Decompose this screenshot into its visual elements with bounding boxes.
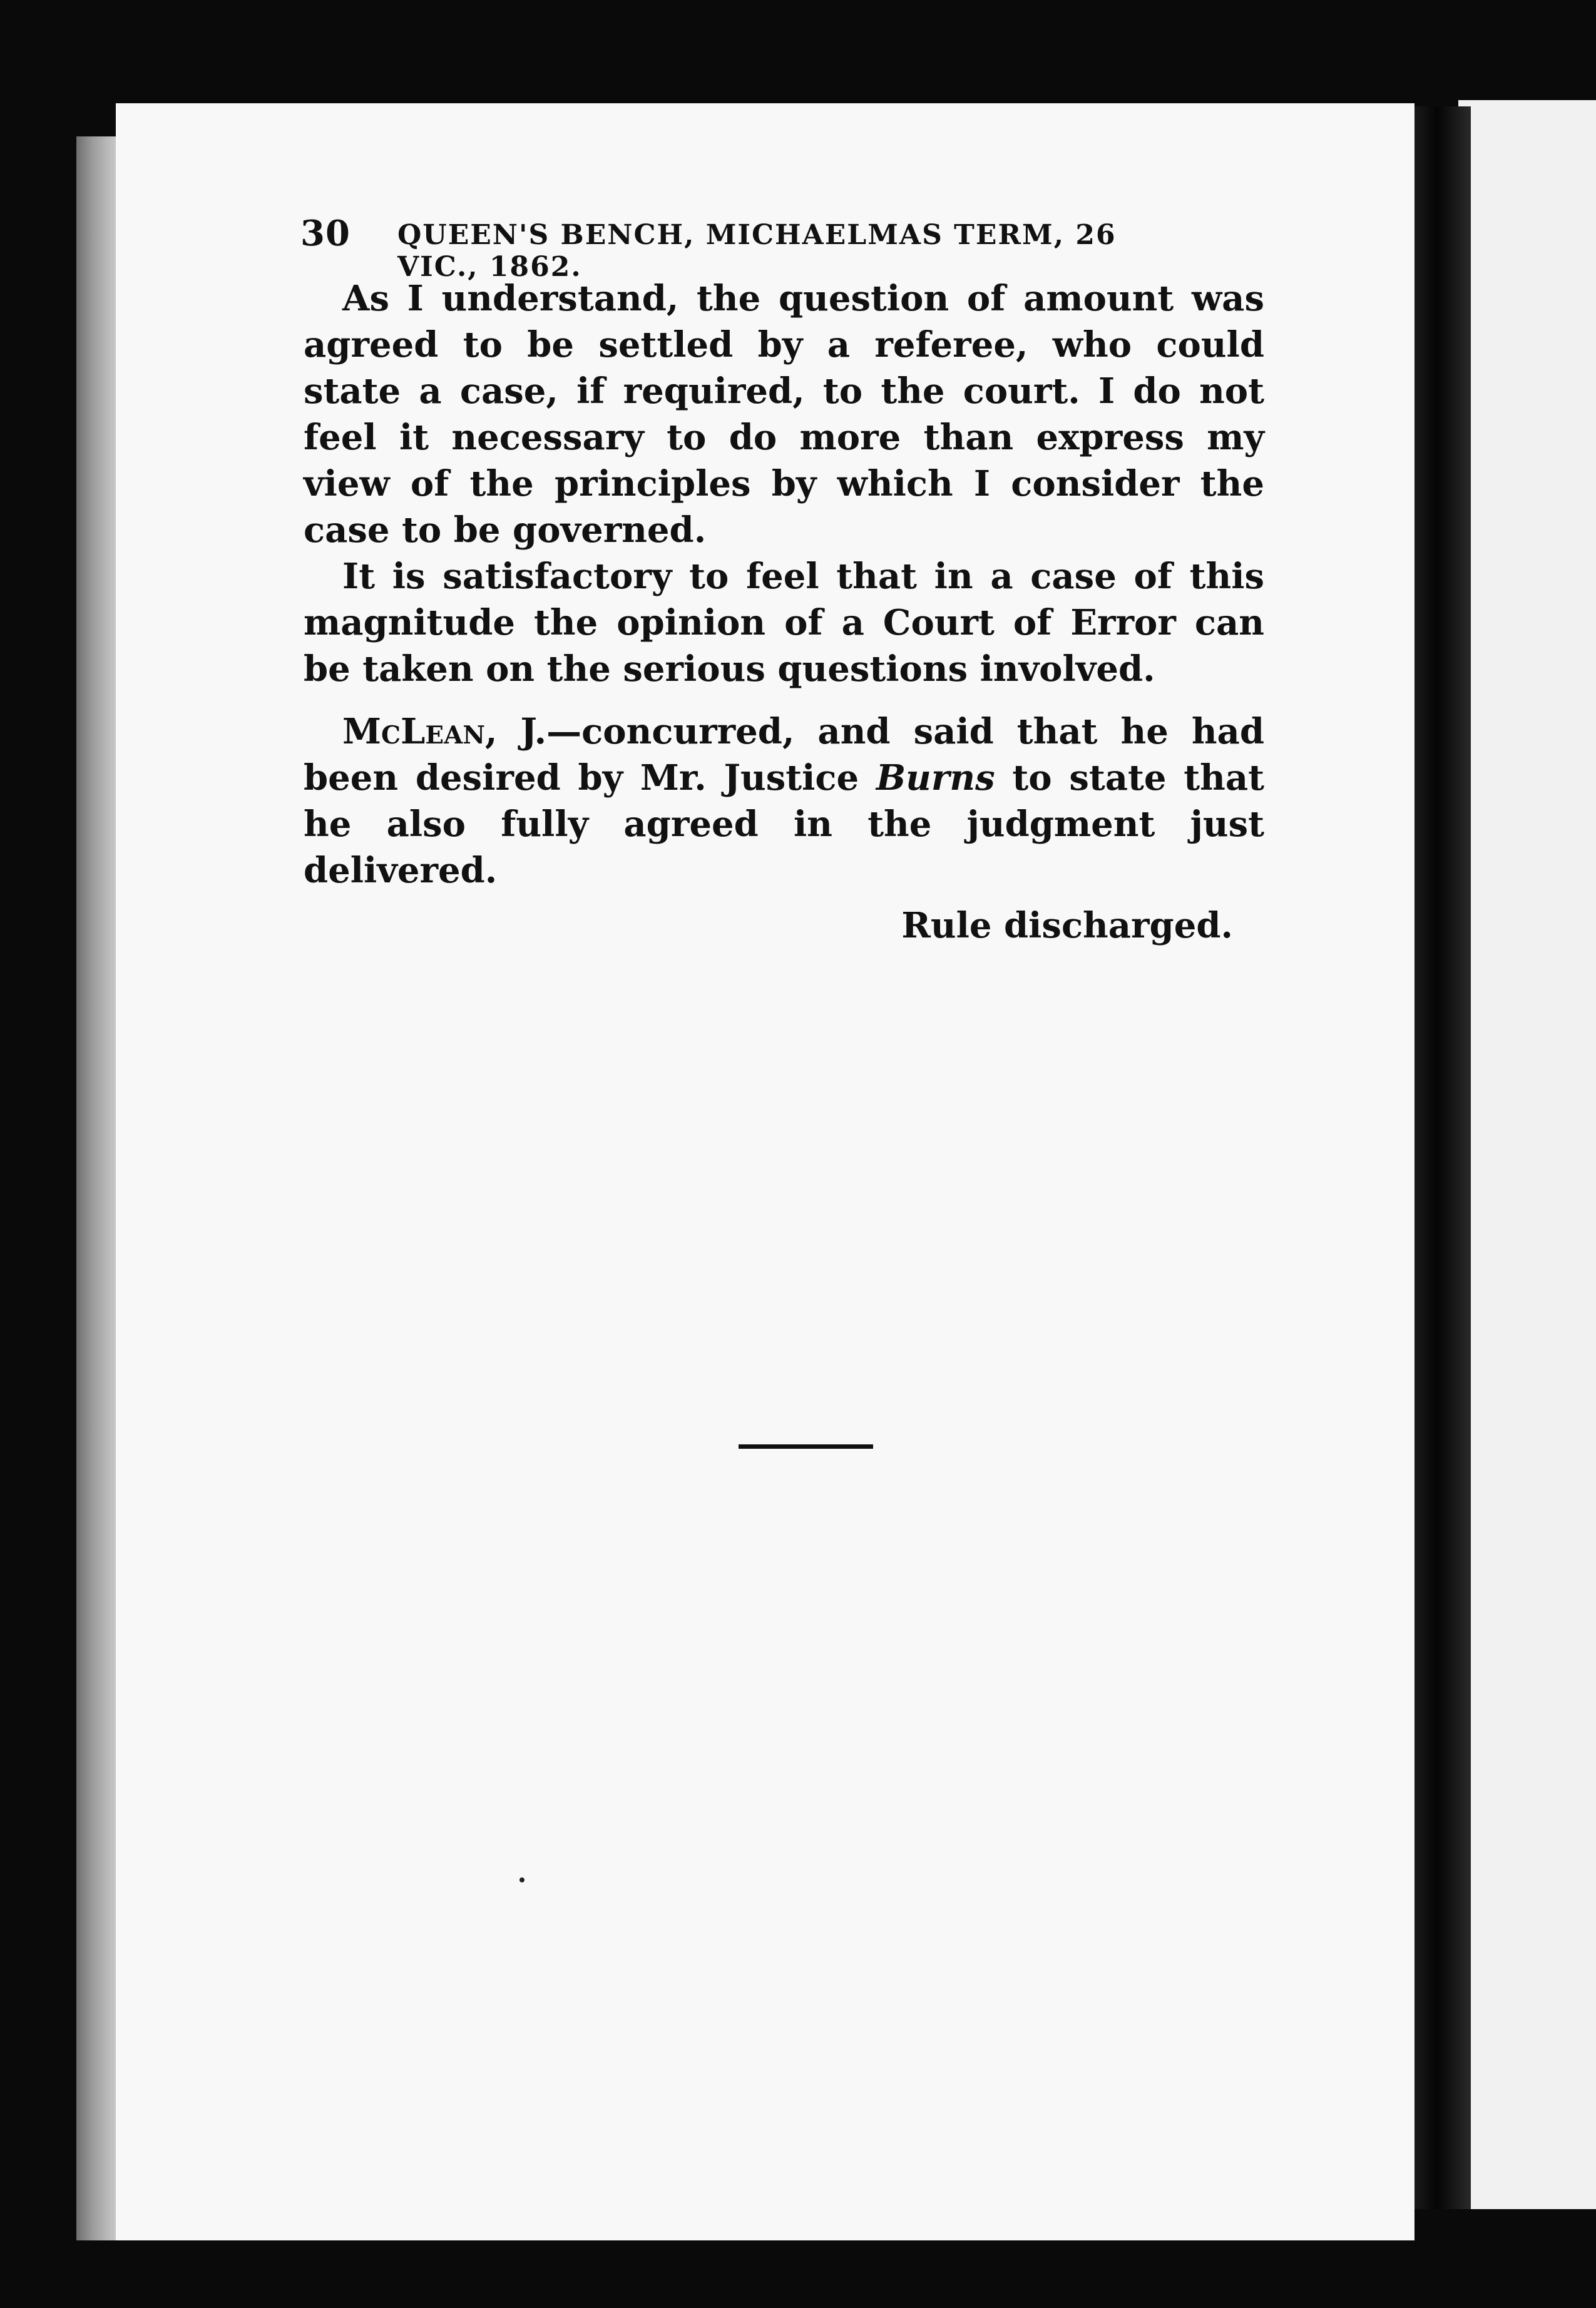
judge-name: McLean — [342, 711, 486, 752]
facing-page-edge — [1458, 100, 1596, 2209]
paragraph-court-of-error: It is satisfactory to feel that in a case of this magnitude the opinion of a Court of Error can be taken on the serious questions involved. — [304, 556, 1264, 690]
paragraph-referee: As I understand, the question of amount was agreed to be settled by a referee, who could state a case, if required, to the court. I do not feel it necessary to do more than express my view of the principles by which I consider the case to be governed. — [304, 278, 1264, 551]
paragraph-concurrence — [304, 708, 1264, 894]
binding-shadow — [1414, 106, 1471, 2209]
justice-name: Burns — [876, 757, 995, 799]
body-text — [304, 275, 1264, 949]
page-stack-edge — [76, 136, 120, 2240]
concurrence-text: , J.—concurred, and said that he had been desired by Mr. Justice — [304, 711, 1264, 799]
rule-discharged: Rule discharged. — [901, 905, 1233, 946]
concurrence-ending: to state that he also fully agreed in the judgment just delivered. — [304, 757, 1264, 891]
running-head — [300, 213, 1189, 283]
section-divider — [739, 1444, 873, 1449]
page-number: 30 — [300, 213, 350, 254]
running-head-title: QUEEN'S BENCH, MICHAELMAS TERM, 26 VIC., 1862. — [397, 219, 1117, 283]
scan-speck — [519, 1877, 524, 1882]
